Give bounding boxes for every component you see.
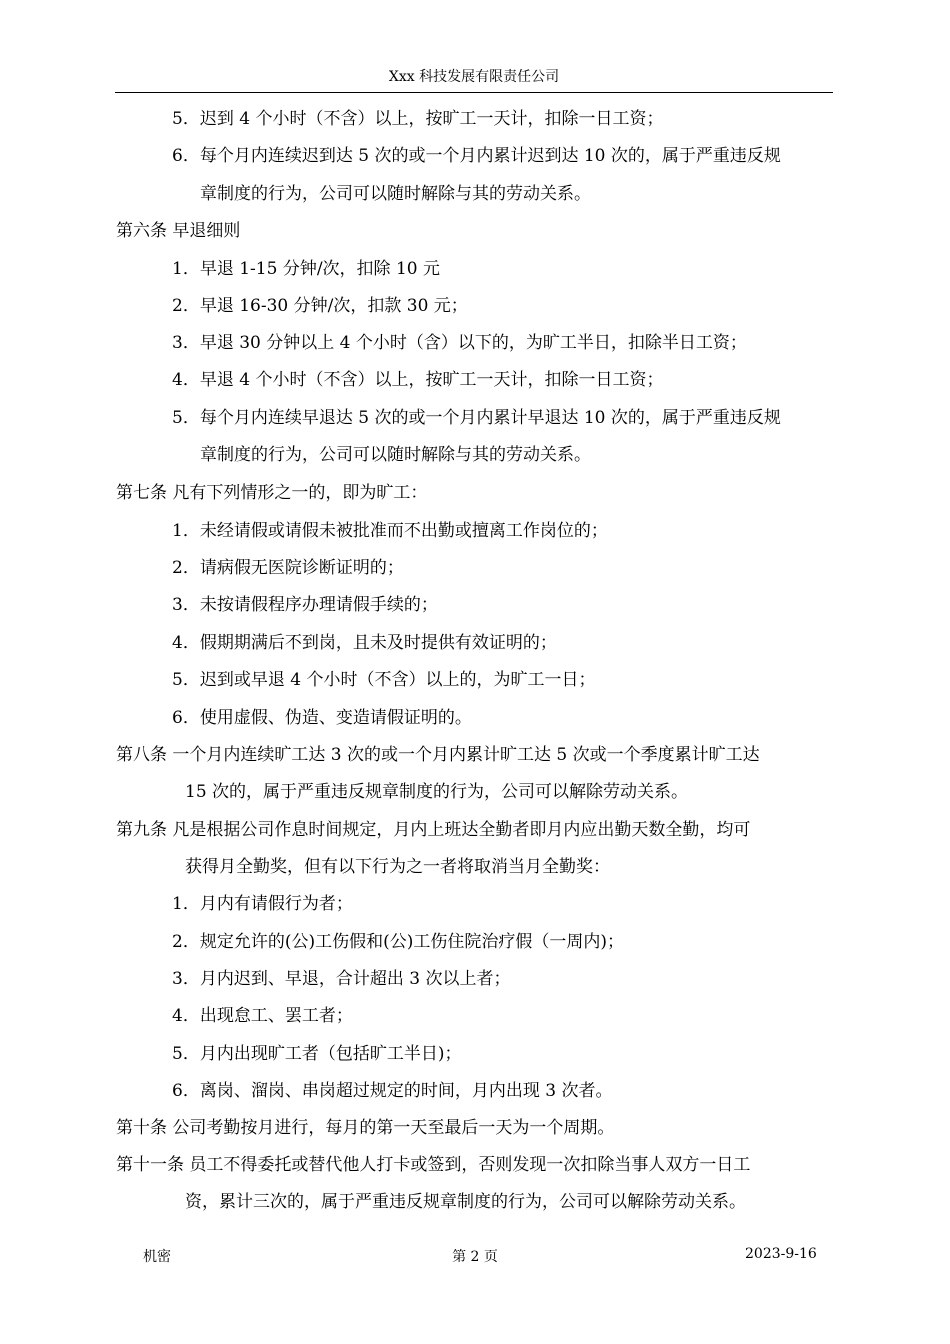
item-absent-6: 6．使用虚假、伪造、变造请假证明的。 <box>172 708 472 728</box>
item-absent-3: 3．未按请假程序办理请假手续的； <box>172 595 438 615</box>
item-bonus-3: 3．月内迟到、早退，合计超出 3 次以上者； <box>172 969 511 989</box>
item-early-2: 2．早退 16-30 分钟/次，扣款 30 元； <box>172 296 468 316</box>
article-8-heading: 第八条 一个月内连续旷工达 3 次的或一个月内累计旷工达 5 次或一个季度累计旷工达 <box>116 745 760 765</box>
item-absent-4: 4．假期期满后不到岗，且未及时提供有效证明的； <box>172 633 557 653</box>
item-absent-5: 5．迟到或早退 4 个小时（不含）以上的，为旷工一日； <box>172 670 596 690</box>
footer-date: 2023-9-16 <box>745 1246 817 1262</box>
item-early-4: 4．早退 4 个小时（不含）以上，按旷工一天计，扣除一日工资； <box>172 370 664 390</box>
footer-page-number: 第 2 页 <box>452 1249 498 1265</box>
article-11-cont: 资，累计三次的，属于严重违反规章制度的行为，公司可以解除劳动关系。 <box>185 1192 746 1212</box>
item-absent-1: 1．未经请假或请假未被批准而不出勤或擅离工作岗位的； <box>172 521 608 541</box>
item-late-6-cont: 章制度的行为，公司可以随时解除与其的劳动关系。 <box>200 184 591 204</box>
article-9-heading: 第九条 凡是根据公司作息时间规定，月内上班达全勤者即月内应出勤天数全勤，均可 <box>116 820 751 840</box>
article-10-heading: 第十条 公司考勤按月进行，每月的第一天至最后一天为一个周期。 <box>116 1118 615 1138</box>
page-header <box>115 66 833 93</box>
item-bonus-6: 6．离岗、溜岗、串岗超过规定的时间，月内出现 3 次者。 <box>172 1081 613 1101</box>
item-bonus-1: 1．月内有请假行为者； <box>172 894 353 914</box>
item-early-5-cont: 章制度的行为，公司可以随时解除与其的劳动关系。 <box>200 445 591 465</box>
item-late-5: 5．迟到 4 个小时（不含）以上，按旷工一天计，扣除一日工资； <box>172 109 664 129</box>
article-9-cont: 获得月全勤奖，但有以下行为之一者将取消当月全勤奖： <box>185 857 610 877</box>
item-bonus-5: 5．月内出现旷工者（包括旷工半日)； <box>172 1044 462 1064</box>
footer-confidential: 机密 <box>143 1249 171 1265</box>
item-bonus-4: 4．出现怠工、罢工者； <box>172 1006 353 1026</box>
item-early-5: 5．每个月内连续早退达 5 次的或一个月内累计早退达 10 次的，属于严重违反规 <box>172 408 781 428</box>
item-bonus-2: 2．规定允许的(公)工伤假和(公)工伤住院治疗假（一周内)； <box>172 932 624 952</box>
item-late-6: 6．每个月内连续迟到达 5 次的或一个月内累计迟到达 10 次的，属于严重违反规 <box>172 146 781 166</box>
company-name: Xxx 科技发展有限责任公司 <box>388 69 560 85</box>
item-early-3: 3．早退 30 分钟以上 4 个小时（含）以下的，为旷工半日，扣除半日工资； <box>172 333 747 353</box>
item-early-1: 1．早退 1-15 分钟/次，扣除 10 元 <box>172 259 440 279</box>
article-6-heading: 第六条 早退细则 <box>116 221 241 241</box>
article-8-cont: 15 次的，属于严重违反规章制度的行为，公司可以解除劳动关系。 <box>185 782 689 802</box>
article-7-heading: 第七条 凡有下列情形之一的，即为旷工： <box>116 483 428 503</box>
item-absent-2: 2．请病假无医院诊断证明的； <box>172 558 404 578</box>
article-11-heading: 第十一条 员工不得委托或替代他人打卡或签到，否则发现一次扣除当事人双方一日工 <box>116 1155 751 1175</box>
